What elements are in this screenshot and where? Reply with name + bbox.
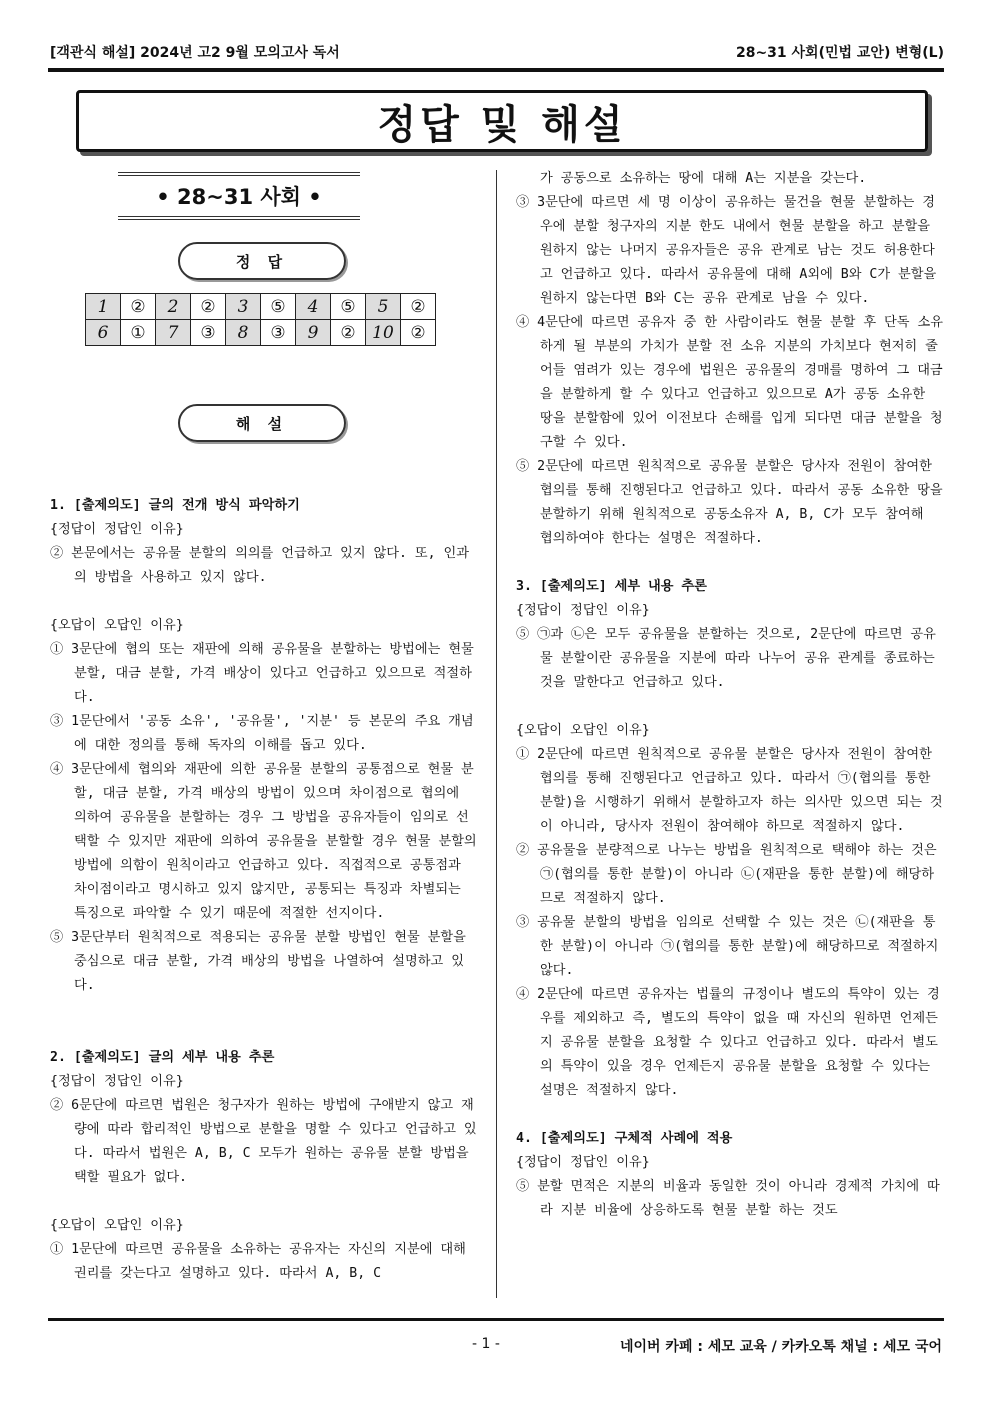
- explanation-item: ② 본문에서는 공유물 분할의 의의를 언급하고 있지 않다. 또, 인과의 방법을 사용하고 있지 않다.: [50, 546, 469, 585]
- question-heading: 3. [출제의도] 세부 내용 추론: [516, 579, 707, 594]
- question-number: 5: [366, 294, 401, 320]
- page-number: - 1 -: [472, 1336, 500, 1352]
- explanation-item: ⑤ 3문단부터 원칙적으로 적용되는 공유물 분할 방법인 현물 분할을 중심으로 대금 분할, 가격 배상의 방법을 나열하여 설명하고 있다.: [50, 930, 466, 993]
- spacer: [50, 590, 477, 614]
- question-number: 8: [226, 320, 261, 346]
- answer-row: [86, 320, 436, 346]
- answer-label: 정 답: [178, 242, 346, 280]
- answer-row: [86, 294, 436, 320]
- footer-rule: [48, 1318, 944, 1321]
- question-heading: 4. [출제의도] 구체적 사례에 적용: [516, 1131, 733, 1146]
- explanation-continuation: 가 공동으로 소유하는 땅에 대해 A는 지분을 갖는다.: [540, 171, 867, 186]
- answer-choice: ②: [401, 294, 436, 320]
- explanation-item: ⑤ 2문단에 따르면 원칙적으로 공유물 분할은 당사자 전원이 참여한 협의를 통해 진행된다고 언급하고 있다. 따라서 공동 소유한 땅을 분할하기 위해 원칙적으로 공동소유자 A, B, C가 모두 참여해 협의하여야 한다는 설명은 적절하다.: [516, 459, 943, 546]
- explanation-item: ③ 공유물 분할의 방법을 임의로 선택할 수 있는 것은 ㉡(재판을 통한 분할)이 아니라 ㉠(협의를 통한 분할)에 해당하므로 적절하지 않다.: [516, 915, 939, 978]
- question-number: 2: [156, 294, 191, 320]
- explanation-item: ② 공유물을 분량적으로 나누는 방법을 원칙적으로 택해야 하는 것은 ㉠(협의를 통한 분할)이 아니라 ㉡(재판을 통한 분할)에 해당하므로 적절하지 않다.: [516, 843, 937, 906]
- right-column: [516, 167, 944, 1223]
- subheading: {오답이 오답인 이유}: [50, 618, 184, 633]
- subheading: {정답이 정답인 이유}: [516, 1155, 650, 1170]
- explanation-item: ③ 3문단에 따르면 세 명 이상이 공유하는 물건을 현물 분할하는 경우에 분할 청구자의 지분 한도 내에서 현물 분할을 하고 분할을 원하지 않는 나머지 공유자들은 공유 관계로 남는 것도 허용한다고 언급하고 있다. 따라서 공유물에 대해 A외에 B와 C가 분할을 원하지 않는다면 B와 C는 공유 관계로 남을 수 있다.: [516, 195, 937, 306]
- answer-choice: ②: [121, 294, 156, 320]
- question-number: 1: [86, 294, 121, 320]
- subheading: {정답이 정답인 이유}: [50, 522, 184, 537]
- header-rule: [48, 68, 944, 72]
- spacer: [50, 1190, 477, 1214]
- spacer: [516, 1103, 944, 1127]
- answer-choice: ③: [261, 320, 296, 346]
- explanation-item: ④ 3문단에세 협의와 재판에 의한 공유물 분할의 공통점으로 현물 분할, 대금 분할, 가격 배상의 방법이 있으며 차이점으로 협의에 의하여 공유물을 분할하는 경우 그 방법을 공유자들이 임의로 선택할 수 있지만 재판에 의하여 공유물을 분할할 경우 현물 분할의 방법에 의함이 원칙이라고 언급하고 있다. 직접적으로 공통점과 차이점이라고 명시하고 있지 않지만, 공통되는 특징과 차별되는 특징으로 파악할 수 있기 때문에 적절한 선지이다.: [50, 762, 477, 921]
- subheading: {정답이 정답인 이유}: [516, 603, 650, 618]
- header-left: [객관식 해설] 2024년 고2 9월 모의고사 독서: [50, 45, 340, 61]
- answer-choice: ③: [191, 320, 226, 346]
- question-number: 3: [226, 294, 261, 320]
- page-header: [50, 42, 944, 64]
- subheading: {오답이 오답인 이유}: [50, 1218, 184, 1233]
- spacer: [516, 551, 944, 575]
- explanation-item: ① 1문단에 따르면 공유물을 소유하는 공유자는 자신의 지분에 대해 권리를 갖는다고 설명하고 있다. 따라서 A, B, C: [50, 1242, 466, 1281]
- explanation-item: ④ 4문단에 따르면 공유자 중 한 사람이라도 현물 분할 후 단독 소유하게 될 부분의 가치가 분할 전 소유 지분의 가치보다 현저히 줄어들 염려가 있는 경우에 법원은 공유물의 경매를 명하여 그 대금을 분할하게 할 수 있다고 언급하고 있으므로 A가 공동 소유한 땅을 분할함에 있어 이전보다 손해를 입게 되다면 대금 분할을 청구할 수 있다.: [516, 315, 943, 450]
- explanation-item: ④ 2문단에 따르면 공유자는 법률의 규정이나 별도의 특약이 있는 경우를 제외하고 즉, 별도의 특약이 없을 때 자신의 원하면 언제든지 공유물 분할을 요청할 수 있다고 언급하고 있다. 따라서 별도의 특약이 있을 경우 언제든지 공유물 분할을 요청할 수 있다는 설명은 적절하지 않다.: [516, 987, 940, 1098]
- spacer: [516, 695, 944, 719]
- header-right: 28~31 사회(민법 교안) 변형(L): [735, 45, 944, 61]
- explanation-item: ① 2문단에 따르면 원칙적으로 공유물 분할은 당사자 전원이 참여한 협의를 통해 진행된다고 언급하고 있다. 따라서 ㉠(협의를 통한 분할)을 시행하기 위해서 분할하고자 하는 의사만 있으면 되는 것이 아니라, 당사자 전원이 참여해야 하므로 적절하지 않다.: [516, 747, 943, 834]
- explanation-label: 해 설: [178, 404, 346, 442]
- answer-choice: ②: [331, 320, 366, 346]
- answer-choice: ①: [121, 320, 156, 346]
- explanation-item: ⑤ 분할 면적은 지분의 비율과 동일한 것이 아니라 경제적 가치에 따라 지분 비율에 상응하도록 현물 분할 하는 것도: [516, 1179, 940, 1218]
- question-heading: 1. [출제의도] 글의 전개 방식 파악하기: [50, 498, 300, 513]
- section-title: • 28~31 사회 •: [118, 172, 360, 220]
- answer-choice: ⑤: [331, 294, 366, 320]
- question-number: 9: [296, 320, 331, 346]
- question-number: 10: [366, 320, 401, 346]
- answer-choice: ②: [191, 294, 226, 320]
- subheading: {오답이 오답인 이유}: [516, 723, 650, 738]
- question-number: 6: [86, 320, 121, 346]
- question-number: 7: [156, 320, 191, 346]
- question-number: 4: [296, 294, 331, 320]
- explanation-item: ③ 1문단에서 '공동 소유', '공유물', '지분' 등 본문의 주요 개념에 대한 정의를 통해 독자의 이해를 돕고 있다.: [50, 714, 474, 753]
- explanation-item: ⑤ ㉠과 ㉡은 모두 공유물을 분할하는 것으로, 2문단에 따르면 공유물 분할이란 공유물을 지분에 따라 나누어 공유 관계를 종료하는 것을 말한다고 언급하고 있다.: [516, 627, 936, 690]
- page-title: 정답 및 해설: [76, 90, 928, 152]
- spacer: [50, 1022, 477, 1046]
- question-heading: 2. [출제의도] 글의 세부 내용 추론: [50, 1050, 275, 1065]
- left-column: [50, 494, 477, 1286]
- explanation-item: ② 6문단에 따르면 법원은 청구자가 원하는 방법에 구애받지 않고 재량에 따라 합리적인 방법으로 분할을 명할 수 있다고 언급하고 있다. 따라서 법원은 A, B, C 모두가 원하는 공유물 분할 방법을 택할 필요가 없다.: [50, 1098, 477, 1185]
- subheading: {정답이 정답인 이유}: [50, 1074, 184, 1089]
- column-divider: [496, 170, 497, 1298]
- spacer: [50, 998, 477, 1022]
- footer-text: 네이버 카페 : 세모 교육 / 카카오톡 채널 : 세모 국어: [619, 1339, 942, 1355]
- explanation-item: ① 3문단에 협의 또는 재판에 의해 공유물을 분할하는 방법에는 현물 분할, 대금 분할, 가격 배상이 있다고 언급하고 있으므로 적절하다.: [50, 642, 474, 705]
- answer-choice: ⑤: [261, 294, 296, 320]
- answer-choice: ②: [401, 320, 436, 346]
- answer-table: [85, 293, 436, 346]
